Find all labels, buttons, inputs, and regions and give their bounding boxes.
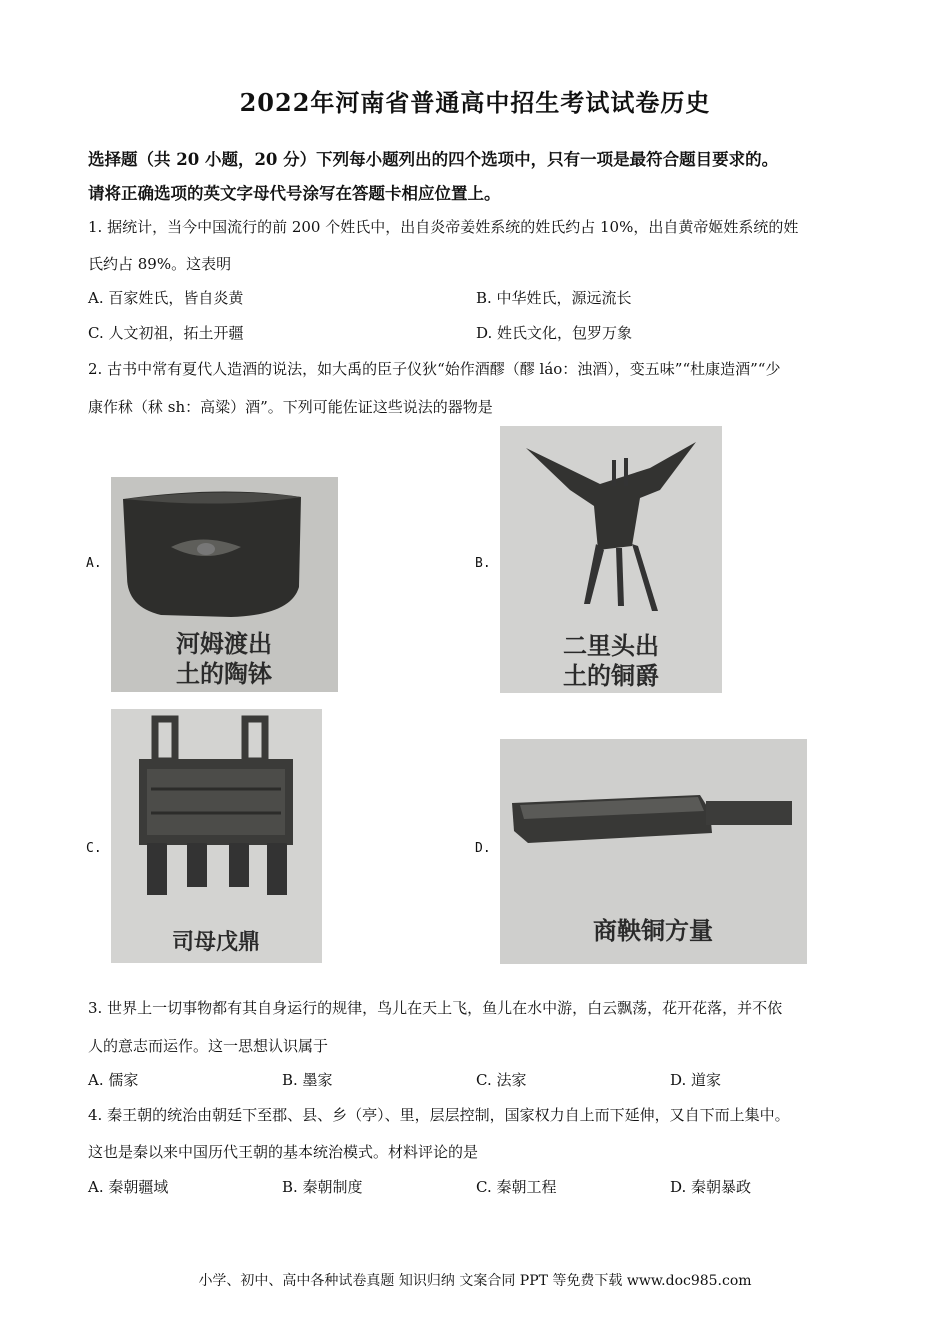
question-1-option-b[interactable]: B. 中华姓氏，源远流长 [476,289,632,307]
question-2-option-d-caption: 商鞅铜方量 [593,917,713,945]
question-2-option-a-image[interactable] [111,477,338,692]
question-4-stem-line-2: 这也是秦以来中国历代王朝的基本统治模式。材料评论的是 [88,1143,479,1161]
question-3-option-d[interactable]: D. 道家 [670,1071,722,1089]
question-4-option-c[interactable]: C. 秦朝工程 [476,1178,557,1196]
question-2-option-c-caption: 司母戊鼎 [171,930,261,955]
pottery-bowl-icon [111,477,338,692]
question-3-option-b[interactable]: B. 墨家 [282,1071,333,1089]
question-2-option-b-caption-1: 二里头出 [563,632,659,660]
question-2-option-d-letter: D. [475,841,491,856]
question-2-option-d-image[interactable] [500,739,807,964]
instructions-line-1: 选择题（共 20 小题，20 分）下列每小题列出的四个选项中，只有一项是最符合题目要求的。 [88,150,779,169]
bronze-ding-icon [111,709,322,963]
question-2-option-a-letter: A. [86,556,102,571]
question-2-option-b-letter: B. [475,556,491,571]
question-1-stem-line-1: 1. 据统计，当今中国流行的前 200 个姓氏中，出自炎帝姜姓系统的姓氏约占 10%，出自黄帝姬姓系统的姓 [88,218,799,236]
question-2-option-b-image[interactable] [500,426,722,693]
question-1-option-d[interactable]: D. 姓氏文化，包罗万象 [476,324,633,342]
question-3-option-a[interactable]: A. 儒家 [88,1071,139,1089]
question-2-option-c-letter: C. [86,841,102,856]
bronze-measure-icon [500,739,807,964]
question-3-stem-line-2: 人的意志而运作。这一思想认识属于 [88,1037,329,1055]
question-3-stem-line-1: 3. 世界上一切事物都有其自身运行的规律，鸟儿在天上飞，鱼儿在水中游，白云飘荡，花开花落，并不依 [88,999,783,1017]
page-footer: 小学、初中、高中各种试卷真题 知识归纳 文案合同 PPT 等免费下载 www.doc985.com [198,1273,752,1289]
instructions-line-2: 请将正确选项的英文字母代号涂写在答题卡相应位置上。 [88,184,501,203]
question-2-option-c-image[interactable] [111,709,322,963]
question-2-stem-line-1: 2. 古书中常有夏代人造酒的说法，如大禹的臣子仪狄“始作酒醪（醪 láo：浊酒），变五味”“杜康造酒”“少 [88,360,781,378]
question-2-stem-line-2: 康作秫（秫 sh：高粱）酒”。下列可能佐证这些说法的器物是 [88,398,493,416]
question-4-option-b[interactable]: B. 秦朝制度 [282,1178,363,1196]
question-4-option-d[interactable]: D. 秦朝暴政 [670,1178,752,1196]
question-4-stem-line-1: 4. 秦王朝的统治由朝廷下至郡、县、乡（亭）、里，层层控制，国家权力自上而下延伸，又自下而上集中。 [88,1106,790,1124]
question-4-option-a[interactable]: A. 秦朝疆域 [88,1178,169,1196]
question-2-option-a-caption-1: 河姆渡出 [176,630,272,658]
question-1-option-c[interactable]: C. 人文初祖，拓土开疆 [88,324,244,342]
page-title: 2022年河南省普通高中招生考试试卷历史 [239,88,711,117]
question-1-option-a[interactable]: A. 百家姓氏，皆自炎黄 [88,289,244,307]
question-2-option-a-caption-2: 土的陶钵 [176,660,272,688]
bronze-jue-icon [500,426,722,693]
question-2-option-b-caption-2: 土的铜爵 [563,662,659,690]
question-1-stem-line-2: 氏约占 89%。这表明 [88,255,232,273]
question-3-option-c[interactable]: C. 法家 [476,1071,527,1089]
